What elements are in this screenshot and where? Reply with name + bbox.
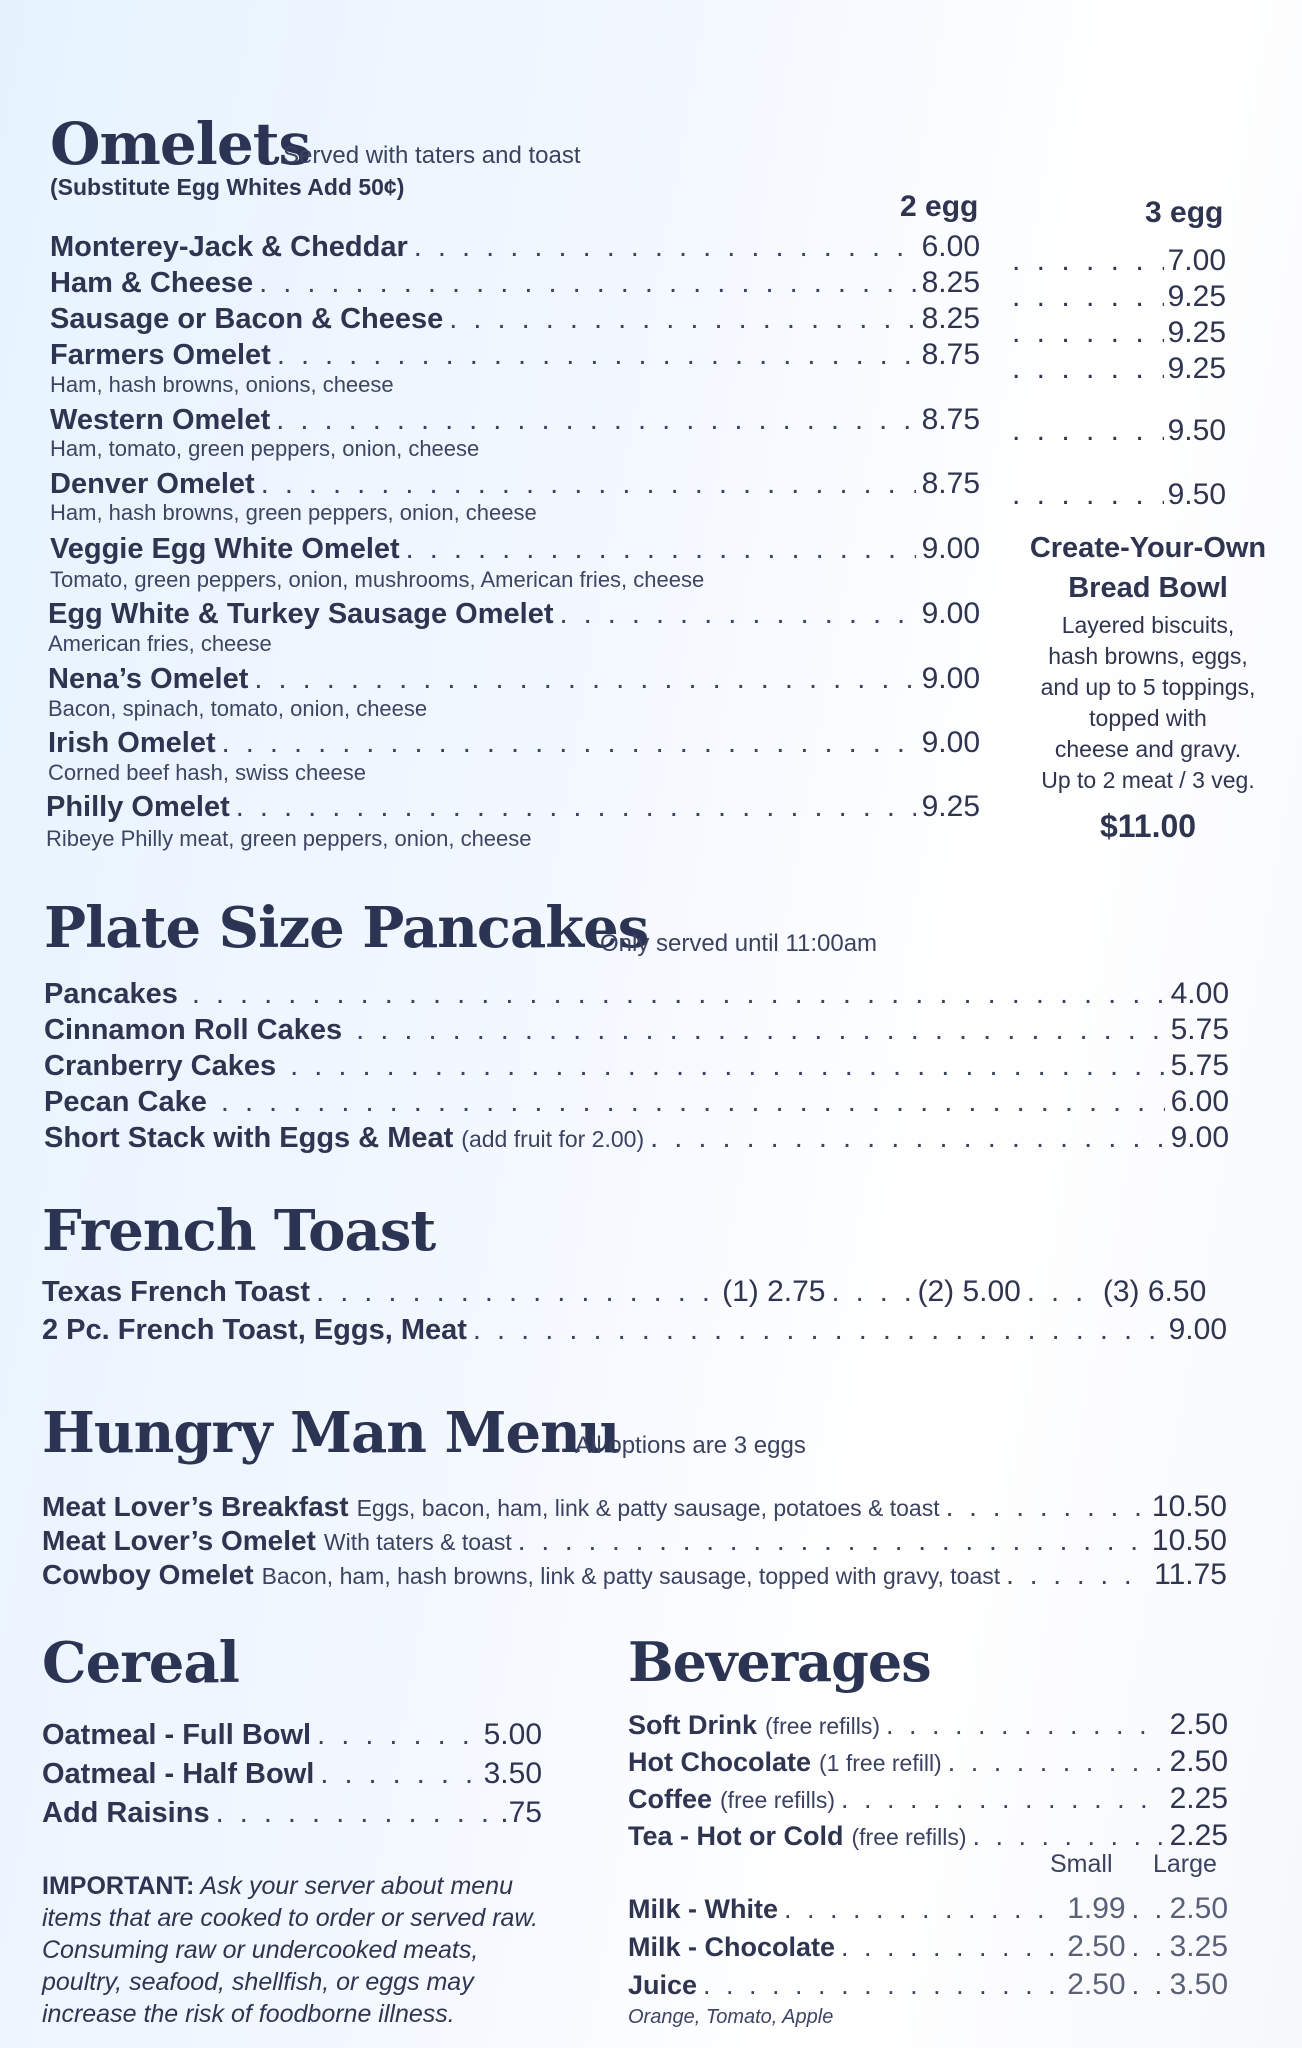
list-item: Add Raisins . . . .75	[42, 1796, 542, 1830]
french-toast-title: French Toast	[42, 1198, 436, 1264]
omelets-note: (Substitute Egg Whites Add 50¢)	[50, 174, 405, 200]
list-item: Ham & Cheese . . . 8.25	[50, 266, 980, 300]
list-item: Oatmeal - Full Bowl . . . 5.00	[42, 1718, 542, 1752]
bread-bowl-desc-line5: cheese and gravy.	[1054, 736, 1242, 762]
list-item: Veggie Egg White Omelet . . . 9.00	[50, 532, 980, 566]
list-item: Cowboy Omelet Bacon, ham, hash browns, link & patty sausage, topped with gravy, toast . . . 11.75	[42, 1558, 1227, 1592]
item-description: Corned beef hash, swiss cheese	[48, 760, 366, 785]
bread-bowl-box	[1018, 528, 1278, 845]
list-item: Soft Drink (free refills) . . . 2.50	[628, 1708, 1228, 1742]
item-description: Tomato, green peppers, onion, mushrooms, American fries, cheese	[50, 567, 705, 592]
list-item: Texas French Toast . . . (1) 2.75 . . . (2) 5.00 . . . (3) 6.50	[42, 1275, 1227, 1309]
list-item: Juice . . . 2.50 . . . 3.50	[628, 1968, 1228, 2002]
item-description: Ham, hash browns, onions, cheese	[50, 372, 394, 397]
bread-bowl-price: $11.00	[1099, 808, 1197, 844]
list-item: Philly Omelet . . . 9.25	[46, 790, 980, 824]
pancakes-title: Plate Size Pancakes	[44, 895, 649, 961]
col-3egg-header: 3 egg	[1145, 196, 1224, 229]
list-item: Cinnamon Roll Cakes . . . 5.75	[44, 1013, 1229, 1047]
list-item: Meat Lover’s Omelet With taters & toast . . . 10.50	[42, 1524, 1227, 1558]
list-item: Cranberry Cakes . . . 5.75	[44, 1049, 1229, 1083]
bread-bowl-desc-line1: Layered biscuits,	[1061, 612, 1235, 638]
item-description: Ham, tomato, green peppers, onion, cheese	[50, 436, 480, 461]
hungry-man-title: Hungry Man Menu	[42, 1400, 620, 1466]
list-item: Oatmeal - Half Bowl . . . 3.50	[42, 1757, 542, 1791]
list-item: Monterey-Jack & Cheddar . . . 6.00	[50, 230, 980, 264]
size-large-header: Large	[1153, 1850, 1217, 1878]
price-3egg: . . . 9.25	[1008, 280, 1226, 314]
list-item: Milk - White . . . 1.99 . . . 2.50	[628, 1892, 1228, 1926]
cereal-title: Cereal	[42, 1630, 239, 1696]
price-3egg: . . . 9.25	[1008, 316, 1226, 350]
list-item: Hot Chocolate (1 free refill) . . . 2.50	[628, 1745, 1228, 1779]
list-item: Western Omelet . . . 8.75	[50, 403, 980, 437]
list-item: Pancakes . . . 4.00	[44, 977, 1229, 1011]
bread-bowl-desc-line2: hash browns, eggs,	[1048, 643, 1248, 669]
important-text: Ask your server about menu items that are cooked to order or served raw. Consuming raw or undercooked meats, poultry, seafood, shellfish, or eggs may increase the risk of foodborne illness.	[42, 1872, 539, 2028]
price-3egg: . . . 9.50	[1008, 414, 1226, 448]
item-description: Bacon, spinach, tomato, onion, cheese	[48, 696, 428, 721]
list-item: Short Stack with Eggs & Meat (add fruit for 2.00) . . . 9.00	[44, 1121, 1229, 1155]
beverages-title: Beverages	[628, 1630, 931, 1694]
list-item: Milk - Chocolate . . . 2.50 . . . 3.25	[628, 1930, 1228, 1964]
item-description: American fries, cheese	[48, 631, 272, 656]
col-2egg-header: 2 egg	[900, 190, 979, 223]
list-item: Farmers Omelet . . . 8.75	[50, 338, 980, 372]
price-3egg: . . . 7.00	[1008, 244, 1226, 278]
list-item: Denver Omelet . . . 8.75	[50, 467, 980, 501]
list-item: Pecan Cake . . . 6.00	[44, 1085, 1229, 1119]
price-3egg: . . . 9.50	[1008, 478, 1226, 512]
price-3egg: . . . 9.25	[1008, 352, 1226, 386]
bread-bowl-title-line2: Bread Bowl	[1068, 572, 1228, 604]
pancakes-subtitle: Only served until 11:00am	[600, 930, 878, 957]
list-item: Tea - Hot or Cold (free refills) . . . 2.25	[628, 1819, 1228, 1853]
bread-bowl-desc-line3: and up to 5 toppings,	[1040, 674, 1256, 700]
hungry-man-subtitle: All options are 3 eggs	[575, 1432, 806, 1459]
list-item: Meat Lover’s Breakfast Eggs, bacon, ham, link & patty sausage, potatoes & toast . . . 10.50	[42, 1490, 1227, 1524]
bread-bowl-desc-line4: topped with	[1089, 705, 1207, 731]
important-notice	[42, 1870, 562, 2030]
list-item: Egg White & Turkey Sausage Omelet . . . 9.00	[48, 597, 980, 631]
size-small-header: Small	[1050, 1850, 1113, 1878]
list-item: Coffee (free refills) . . . 2.25	[628, 1782, 1228, 1816]
juice-options: Orange, Tomato, Apple	[628, 2006, 834, 2028]
bread-bowl-title-line1: Create-Your-Own	[1029, 532, 1267, 564]
bread-bowl-desc-line6: Up to 2 meat / 3 veg.	[1041, 767, 1255, 793]
important-label: IMPORTANT:	[42, 1872, 195, 1900]
item-description: Ham, hash browns, green peppers, onion, cheese	[50, 500, 537, 525]
list-item: Sausage or Bacon & Cheese . . . 8.25	[50, 302, 980, 336]
omelets-title: Omelets	[50, 110, 311, 178]
list-item: 2 Pc. French Toast, Eggs, Meat . . . 9.00	[42, 1313, 1227, 1347]
list-item: Nena’s Omelet . . . 9.00	[48, 662, 980, 696]
list-item: Irish Omelet . . . 9.00	[48, 726, 980, 760]
omelets-subtitle: Served with taters and toast	[283, 142, 581, 169]
item-description: Ribeye Philly meat, green peppers, onion, cheese	[46, 826, 532, 851]
